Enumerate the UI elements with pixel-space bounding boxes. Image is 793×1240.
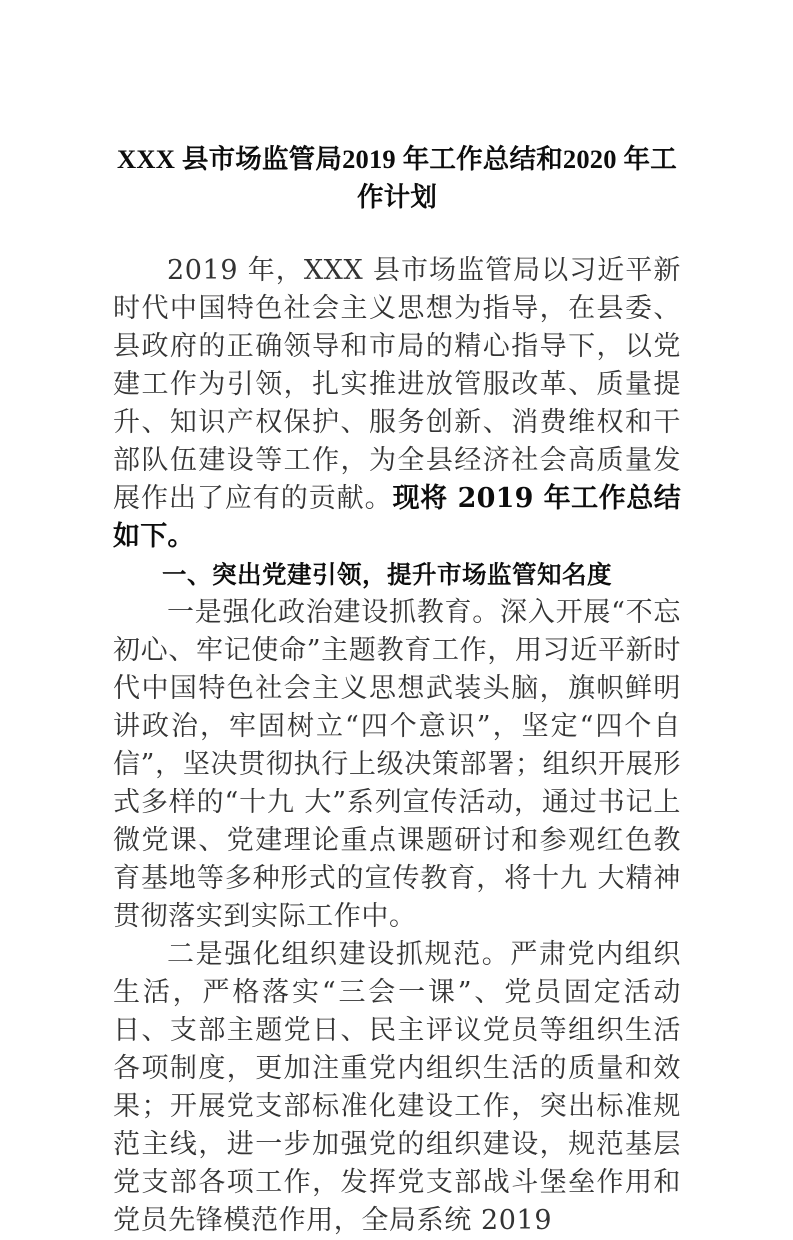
document-content xyxy=(113,140,681,1240)
paragraph-intro xyxy=(113,252,681,556)
section-heading-1: 一、突出党建引领，提升市场监管知名度 xyxy=(162,560,612,589)
paragraph-point-two: 二是强化组织建设抓规范。严肃党内组织生活，严格落实“三会一课”、党员固定活动日、支部主题党日、民主评议党员等组织生活各项制度，更加注重党内组织生活的质量和效果；开展党支部标准化建设工作，突出标准规范主线，进一步加强党的组织建设，规范基层党支部各项工作，发挥党支部战斗堡垒作用和党员先锋模范作用，全局系统 2019 xyxy=(113,939,681,1236)
paragraph-point-one: 一是强化政治建设抓教育。深入开展“不忘初心、牢记使命”主题教育工作，用习近平新时代中国特色社会主义思想武装头脑，旗帜鲜明讲政治，牢固树立“四个意识”，坚定“四个自信”，坚决贯彻执行上级决策部署；组织开展形式多样的“十九 大”系列宣传活动，通过书记上微党课、党建理论重点课题研讨和参观红色教育基地等多种形式的宣传教育，将十九 大精神贯彻落实到实际工作中。 xyxy=(113,597,681,932)
title-spacer xyxy=(113,216,681,252)
paragraph-intro-bold-run: 现将 2019 年工作总结如下。 xyxy=(113,483,682,552)
page-title: XXX 县市场监管局2019 年工作总结和2020 年工作计划 xyxy=(117,144,677,212)
paragraph-intro-normal-run: 2019 年，XXX 县市场监管局以习近平新时代中国特色社会主义思想为指导，在县委、县政府的正确领导和市局的精心指导下，以党建工作为引领，扎实推进放管服改革、质量提升、知识产权保护、服务创新、消费维权和干部队伍建设等工作，为全县经济社会高质量发展作出了应有的贡献。 xyxy=(113,255,681,514)
